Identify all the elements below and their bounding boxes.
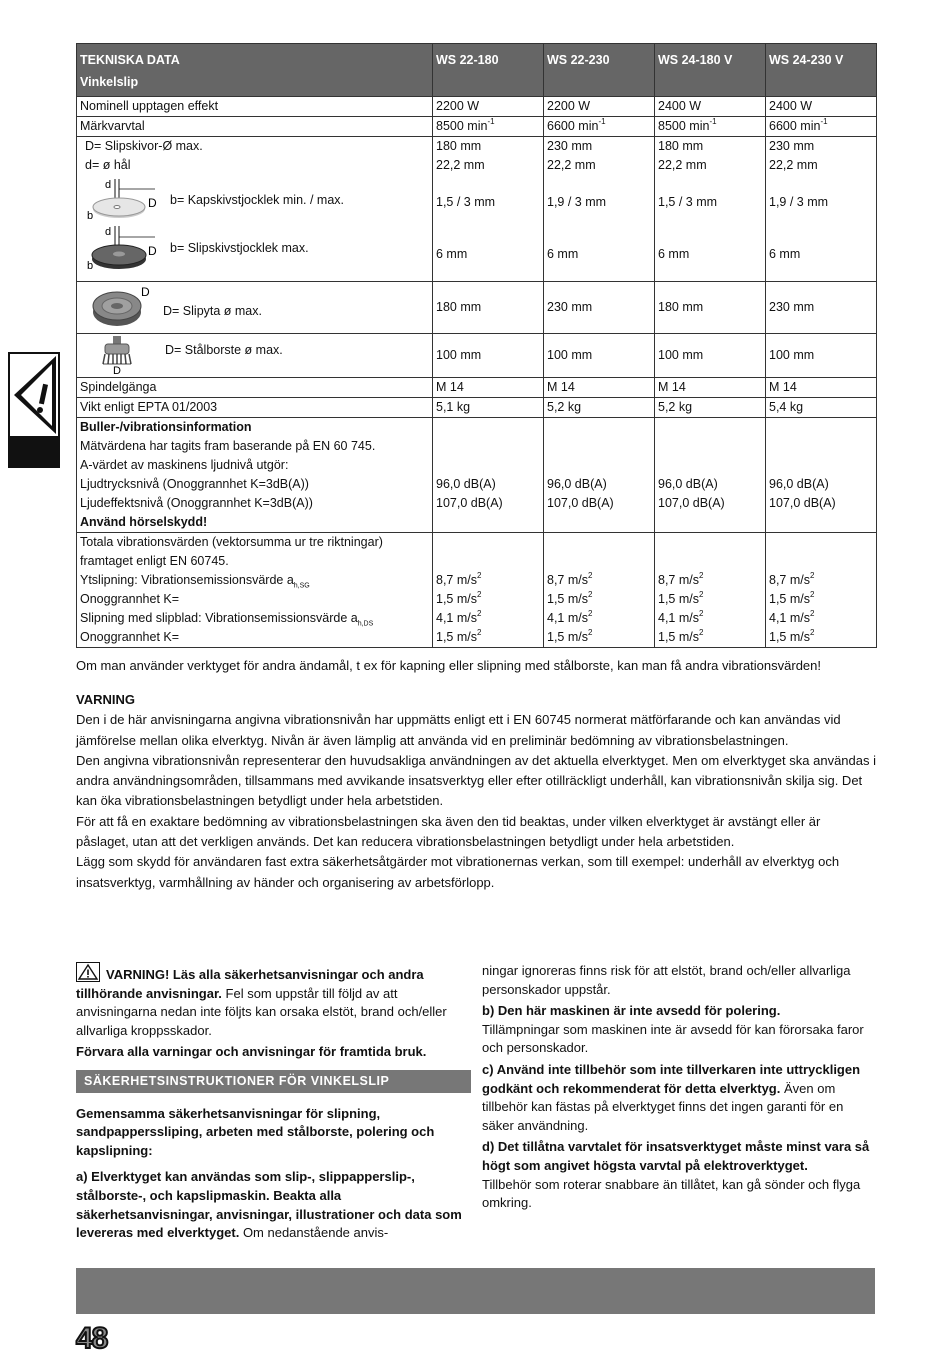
- svg-text:b: b: [87, 210, 94, 222]
- unit-sup: 2: [588, 608, 593, 618]
- model-header: WS 24-180 V: [655, 44, 766, 97]
- section-bar: SÄKERHETSINSTRUKTIONER FÖR VINKELSLIP: [76, 1070, 471, 1093]
- noise-text: Mätvärdena har tagits fram baserande på EN 60 745.: [80, 439, 376, 453]
- hearing-warning: Använd hörselskydd!: [80, 515, 208, 529]
- cell-value: 96,0 dB(A): [547, 477, 607, 491]
- cell-value: 6 mm: [769, 247, 801, 261]
- table-row-vibration: [77, 533, 877, 648]
- cell-value: 96,0 dB(A): [769, 477, 829, 491]
- cell-value: 4,1 m/s: [658, 611, 699, 625]
- unit-sup: 2: [699, 570, 704, 580]
- cell-value: 2200 W: [544, 97, 655, 117]
- warning-tab-icon: [8, 352, 60, 468]
- cell-value: 22,2 mm: [769, 158, 818, 172]
- cell-value: 5,4 kg: [766, 398, 877, 418]
- table-row-discs: [77, 137, 877, 282]
- cell-value: 107,0 dB(A): [658, 496, 725, 510]
- model-header: WS 24-230 V: [766, 44, 877, 97]
- cell-value: 22,2 mm: [658, 158, 707, 172]
- unit-sup: 2: [588, 589, 593, 599]
- cell-value: 2200 W: [433, 97, 544, 117]
- row-label: D= Slipskivor-Ø max.: [85, 139, 203, 153]
- item-d-bold: d) Det tillåtna varvtalet för insatsverktyget måste minst vara så högt som angivet högsta varvtal på elektroverktyget.: [482, 1139, 870, 1173]
- row-label: b= Kapskivstjocklek min. / max.: [170, 192, 345, 207]
- warning-section: [76, 690, 876, 893]
- continued-text: ningar ignoreras finns risk för att elstöt, brand och/eller allvarliga personskador uppstår.: [482, 963, 851, 997]
- cell-value: 4,1 m/s: [547, 611, 588, 625]
- technical-data-table: [76, 43, 877, 648]
- cell-value: 1,5 m/s: [769, 592, 810, 606]
- warning-paragraph: Den i de här anvisningarna angivna vibrationsnivån har uppmätts enligt ett i EN 60745 normerat mätförfarande och kan användas vid jämförelse mellan olika elverktyg. Nivån är även lämplig att använda vid en preliminär bedömning av vibrationsbelastningen.: [76, 712, 841, 748]
- cell-value: 1,5 m/s: [769, 630, 810, 644]
- row-label: D= Slipyta ø max.: [163, 303, 262, 318]
- cutting-disc-icon: [85, 177, 160, 223]
- cell-value: 100 mm: [436, 348, 482, 362]
- footer-bar: [76, 1268, 875, 1314]
- item-b-bold: b) Den här maskinen är inte avsedd för polering.: [482, 1003, 781, 1019]
- item-c-text: Även om tillbehör kan fästas på elverktyget finns det ingen garanti för en säker användning.: [482, 1080, 844, 1133]
- model-header: WS 22-230: [544, 44, 655, 97]
- unit-sup: 2: [588, 627, 593, 637]
- warning-paragraph: Lägg som skydd för användaren fast extra säkerhetsåtgärder mot vibrationernas verkan, som till exempel: underhåll av elverktyg och insatsverktyg, varmhållning av händer och organisering av arbetsförlopp.: [76, 854, 840, 890]
- cell-value: 1,5 m/s: [547, 630, 588, 644]
- grinding-disc-icon: [85, 223, 160, 273]
- table-title-cell: [77, 44, 433, 97]
- keep-instructions: Förvara alla varningar och anvisningar för framtida bruk.: [76, 1044, 427, 1060]
- warning-triangle-icon: [76, 962, 100, 982]
- row-label: Onoggrannhet K=: [80, 592, 180, 606]
- row-label: Nominell upptagen effekt: [77, 97, 433, 117]
- cell-value: 107,0 dB(A): [769, 496, 836, 510]
- cell-value: 6 mm: [547, 247, 579, 261]
- cell-value: M 14: [655, 378, 766, 398]
- item-a-text: Om nedanstående anvis-: [239, 1225, 389, 1241]
- row-label: d= ø hål: [85, 158, 131, 172]
- table-row-noise: [77, 418, 877, 533]
- cell-value: 5,2 kg: [544, 398, 655, 418]
- svg-text:D: D: [141, 285, 150, 299]
- row-label: b= Slipskivstjocklek max.: [170, 240, 309, 255]
- item-c-bold: c) Använd inte tillbehör som inte tillverkaren inte uttryckligen godkänt och rekommenderat för detta elverktyg.: [482, 1061, 861, 1096]
- subscript: h,DS: [357, 620, 374, 628]
- svg-text:D: D: [148, 244, 157, 258]
- cell-value: 8,7 m/s: [547, 573, 588, 587]
- unit-sup: 2: [477, 589, 482, 599]
- cell-value: 230 mm: [547, 300, 593, 314]
- cell-value: 1,5 / 3 mm: [436, 195, 496, 209]
- unit-sup: -1: [487, 116, 495, 126]
- unit-sup: 2: [810, 570, 815, 580]
- item-a-bold: a) Elverktyget kan användas som slip-, slippapperslip-, stålborste-, och kapslipmaskin. Beakta alla säkerhetsanvisningar, anvisningar, illustrationer och data som levereras med elverktyget.: [76, 1169, 462, 1241]
- table-title: TEKNISKA DATA: [80, 53, 180, 67]
- unit-sup: 2: [699, 589, 704, 599]
- safety-warning-bold: VARNING! Läs alla säkerhetsanvisningar och andra tillhörande anvisningar.: [76, 967, 424, 1001]
- row-label: Märkvarvtal: [77, 117, 433, 137]
- vibration-text: Totala vibrationsvärden (vektorsumma ur tre riktningar): [80, 535, 383, 549]
- cell-value: 1,5 m/s: [436, 630, 477, 644]
- flap-disc-icon: [91, 282, 153, 330]
- cell-value: 1,5 m/s: [436, 592, 477, 606]
- unit-sup: 2: [810, 589, 815, 599]
- right-column: [482, 962, 877, 1216]
- cell-value: 6600 min: [547, 119, 599, 133]
- cell-value: 100 mm: [769, 348, 815, 362]
- cell-value: 107,0 dB(A): [547, 496, 614, 510]
- table-header-row: [77, 44, 877, 97]
- common-heading: Gemensamma säkerhetsanvisningar för slipning, sandpapperssliping, arbeten med stålborste, polering och kapslipning:: [76, 1105, 435, 1158]
- safety-warning-text: Fel som uppstår till följd av att anvisningarna nedan inte följts kan orsaka elstöt, brand och/eller allvarliga kroppsskador.: [76, 985, 447, 1038]
- cell-value: 4,1 m/s: [436, 611, 477, 625]
- cell-value: 96,0 dB(A): [658, 477, 718, 491]
- vibration-note: Om man använder verktyget för andra ändamål, t ex för kapning eller slipning med stålborste, kan man få andra vibrationsvärden!: [76, 658, 822, 673]
- cell-value: M 14: [433, 378, 544, 398]
- item-d-text: Tillbehör som roterar snabbare än tillåtet, kan gå sönder och flyga omkring.: [482, 1176, 861, 1211]
- cell-value: 22,2 mm: [436, 158, 485, 172]
- unit-sup: 2: [477, 608, 482, 618]
- svg-text:d: d: [105, 179, 112, 191]
- subscript: h,SG: [293, 582, 310, 590]
- cell-value: 6 mm: [658, 247, 690, 261]
- svg-text:b: b: [87, 260, 94, 272]
- row-label: Ljudtrycksnivå (Onoggrannhet K=3dB(A)): [80, 477, 309, 491]
- cell-value: 6600 min: [769, 119, 821, 133]
- row-label: Ljudeffektsnivå (Onoggrannhet K=3dB(A)): [80, 496, 313, 510]
- row-label: Slipning med slipblad: Vibrationsemissionsvärde a: [80, 611, 358, 625]
- cell-value: 1,5 m/s: [547, 592, 588, 606]
- cell-value: 5,1 kg: [433, 398, 544, 418]
- table-row-brush: [77, 334, 877, 378]
- cell-value: 1,9 / 3 mm: [769, 195, 829, 209]
- cell-value: M 14: [544, 378, 655, 398]
- cell-value: 107,0 dB(A): [436, 496, 503, 510]
- svg-text:D: D: [113, 365, 121, 374]
- unit-sup: 2: [477, 627, 482, 637]
- cell-value: 8500 min: [658, 119, 710, 133]
- cell-value: 100 mm: [547, 348, 593, 362]
- table-row: [77, 398, 877, 418]
- cell-value: 1,5 m/s: [658, 592, 699, 606]
- cell-value: 180 mm: [436, 139, 482, 153]
- warning-paragraph: Den angivna vibrationsnivån representerar den huvudsakliga användningen av det aktuella elverktyget. Men om elverktyget ska användas i andra användningsområden, tillsammans med avvikande insatsverktyg eller efter otillräckligt underhåll, kan vibrationsnivån skilja sig. Det kan öka vibrationsbelastningen betydligt under hela arbetstiden.: [76, 752, 876, 809]
- unit-sup: 2: [699, 627, 704, 637]
- cell-value: 230 mm: [769, 139, 815, 153]
- noise-title: Buller-/vibrationsinformation: [80, 420, 252, 434]
- table-row: [77, 378, 877, 398]
- cell-value: 8500 min: [436, 119, 488, 133]
- cell-value: 8,7 m/s: [436, 573, 477, 587]
- noise-text: A-värdet av maskinens ljudnivå utgör:: [80, 458, 289, 472]
- cell-value: 1,5 m/s: [658, 630, 699, 644]
- cell-value: 1,5 / 3 mm: [658, 195, 718, 209]
- warning-paragraph: För att få en exaktare bedömning av vibrationsbelastningen ska även den tid beaktas, under vilken elverktyget är avstängt eller är påslaget, utan att det verkligen används. Det kan reducera vibrationsbelastningen betydligt under hela arbetstiden.: [76, 813, 821, 850]
- left-column: [76, 962, 471, 1246]
- cell-value: 100 mm: [658, 348, 704, 362]
- cell-value: 230 mm: [547, 139, 593, 153]
- unit-sup: -1: [820, 116, 828, 126]
- cell-value: 8,7 m/s: [658, 573, 699, 587]
- table-row: [77, 97, 877, 117]
- row-label: Spindelgänga: [77, 378, 433, 398]
- cell-value: 6 mm: [436, 247, 468, 261]
- row-label: Vikt enligt EPTA 01/2003: [77, 398, 433, 418]
- cell-value: 4,1 m/s: [769, 611, 810, 625]
- unit-sup: 2: [810, 627, 815, 637]
- table-row-surface: [77, 282, 877, 334]
- row-label: Ytslipning: Vibrationsemissionsvärde a: [80, 573, 294, 587]
- row-label: Onoggrannhet K=: [80, 630, 180, 644]
- cell-value: M 14: [766, 378, 877, 398]
- cell-value: 1,9 / 3 mm: [547, 195, 607, 209]
- page-number: 48: [76, 1322, 108, 1355]
- table-row: [77, 117, 877, 137]
- cell-value: 22,2 mm: [547, 158, 596, 172]
- vibration-text: framtaget enligt EN 60745.: [80, 554, 229, 568]
- item-b-text: Tillämpningar som maskinen inte är avsedd för kan förorsaka faror och personskador.: [482, 1021, 864, 1056]
- unit-sup: 2: [699, 608, 704, 618]
- cell-value: 2400 W: [655, 97, 766, 117]
- warning-title: VARNING: [76, 692, 135, 707]
- unit-sup: -1: [709, 116, 717, 126]
- unit-sup: 2: [810, 608, 815, 618]
- unit-sup: 2: [477, 570, 482, 580]
- unit-sup: 2: [588, 570, 593, 580]
- cell-value: 180 mm: [658, 139, 704, 153]
- cell-value: 96,0 dB(A): [436, 477, 496, 491]
- cell-value: 180 mm: [658, 300, 704, 314]
- model-header: WS 22-180: [433, 44, 544, 97]
- cell-value: 180 mm: [436, 300, 482, 314]
- row-label: D= Stålborste ø max.: [165, 342, 283, 357]
- cell-value: 2400 W: [766, 97, 877, 117]
- wire-brush-icon: [99, 334, 135, 374]
- svg-text:d: d: [105, 226, 112, 238]
- table-subtitle: Vinkelslip: [80, 75, 139, 89]
- cell-value: 8,7 m/s: [769, 573, 810, 587]
- svg-text:D: D: [148, 196, 157, 210]
- unit-sup: -1: [598, 116, 606, 126]
- cell-value: 230 mm: [769, 300, 815, 314]
- cell-value: 5,2 kg: [655, 398, 766, 418]
